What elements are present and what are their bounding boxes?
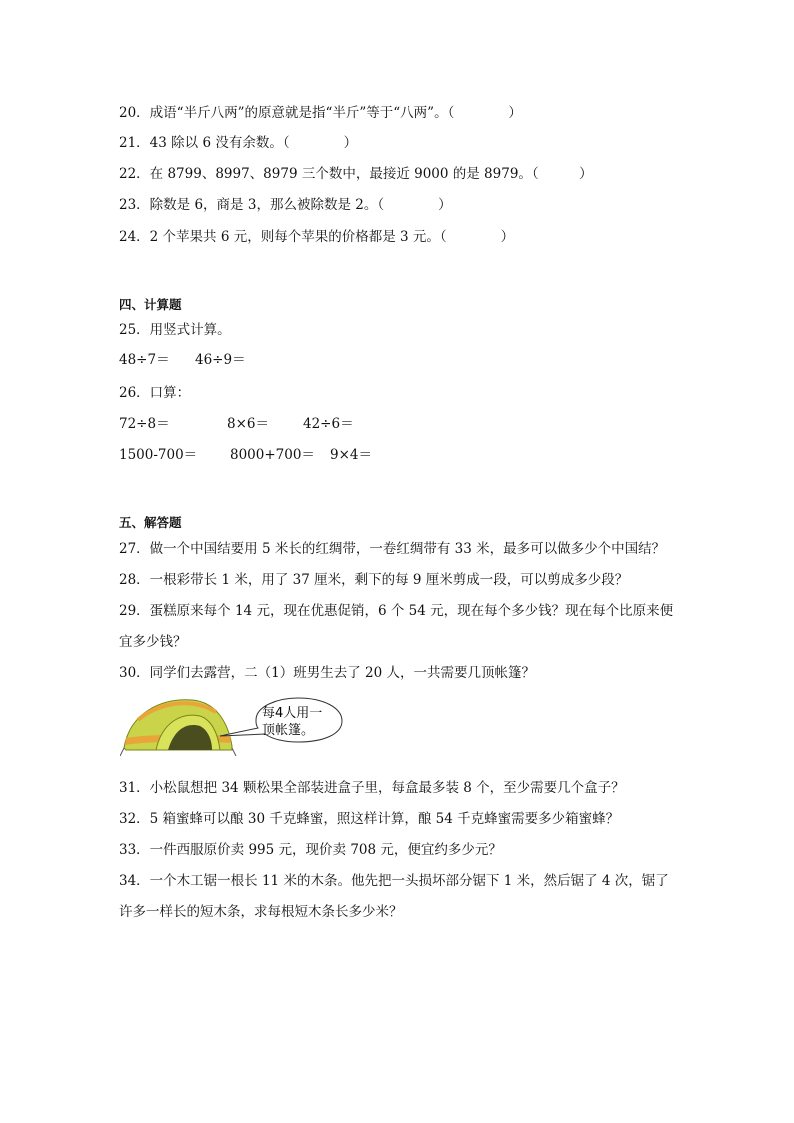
section-heading-calculation: 四、计算题 <box>119 297 182 312</box>
question-26: 26．口算： <box>119 385 191 401</box>
vertical-calc-item: 46÷9＝ <box>195 352 246 368</box>
bubble-text-line1: 每4人用一 <box>262 706 323 721</box>
bubble-text-line2: 顶帐篷。 <box>262 723 315 738</box>
question-25: 25．用竖式计算。 <box>119 322 231 338</box>
vertical-calc-item: 48÷7＝ <box>119 352 170 368</box>
mental-calc-item: 8×6＝ <box>227 416 269 432</box>
mental-calc-item: 9×4＝ <box>330 447 372 463</box>
speech-bubble <box>220 698 342 742</box>
section-heading-word-problems: 五、解答题 <box>119 515 182 530</box>
question-33: 33．一件西服原价卖 995 元，现价卖 708 元，便宜约多少元？ <box>119 842 502 858</box>
question-34-line1: 34．一个木工锯一根长 11 米的木条。他先把一头损坏部分锯下 1 米，然后锯了 4 次，锯了 <box>119 873 669 889</box>
question-29-line1: 29．蛋糕原来每个 14 元，现在优惠促销，6 个 54 元，现在每个多少钱？现在每个比原来便 <box>119 603 674 619</box>
mental-calc-item: 8000+700＝ <box>230 447 315 463</box>
tent-illustration <box>120 690 345 760</box>
question-27: 27．做一个中国结要用 5 米长的红绸带，一卷红绸带有 33 米，最多可以做多少个中国结？ <box>119 541 666 557</box>
question-32: 32．5 箱蜜蜂可以酿 30 千克蜂蜜，照这样计算，酿 54 千克蜂蜜需要多少箱蜜蜂？ <box>119 811 620 827</box>
question-21: 21．43 除以 6 没有余数。（ ） <box>119 135 358 151</box>
question-20: 20．成语“半斤八两”的原意就是指“半斤”等于“八两”。（ ） <box>119 105 522 121</box>
question-24: 24．2 个苹果共 6 元，则每个苹果的价格都是 3 元。（ ） <box>119 229 515 245</box>
question-31: 31．小松鼠想把 34 颗松果全部装进盒子里，每盒最多装 8 个，至少需要几个盒子？ <box>119 780 625 796</box>
question-29-line2: 宜多少钱？ <box>119 634 187 650</box>
question-30: 30．同学们去露营，二（1）班男生去了 20 人，一共需要几顶帐篷？ <box>119 665 536 681</box>
question-28: 28．一根彩带长 1 米，用了 37 厘米，剩下的每 9 厘米剪成一段，可以剪成多少段？ <box>119 572 629 588</box>
question-34-line2: 许多一样长的短木条，求每根短木条长多少米？ <box>119 904 403 920</box>
mental-calc-item: 1500-700＝ <box>119 447 198 463</box>
question-22: 22．在 8799、8997、8979 三个数中，最接近 9000 的是 8979。（ ） <box>119 166 593 182</box>
tent-icon <box>120 700 236 756</box>
mental-calc-item: 72÷8＝ <box>119 416 170 432</box>
mental-calc-item: 42÷6＝ <box>303 416 354 432</box>
question-23: 23．除数是 6，商是 3，那么被除数是 2。（ ） <box>119 197 452 213</box>
